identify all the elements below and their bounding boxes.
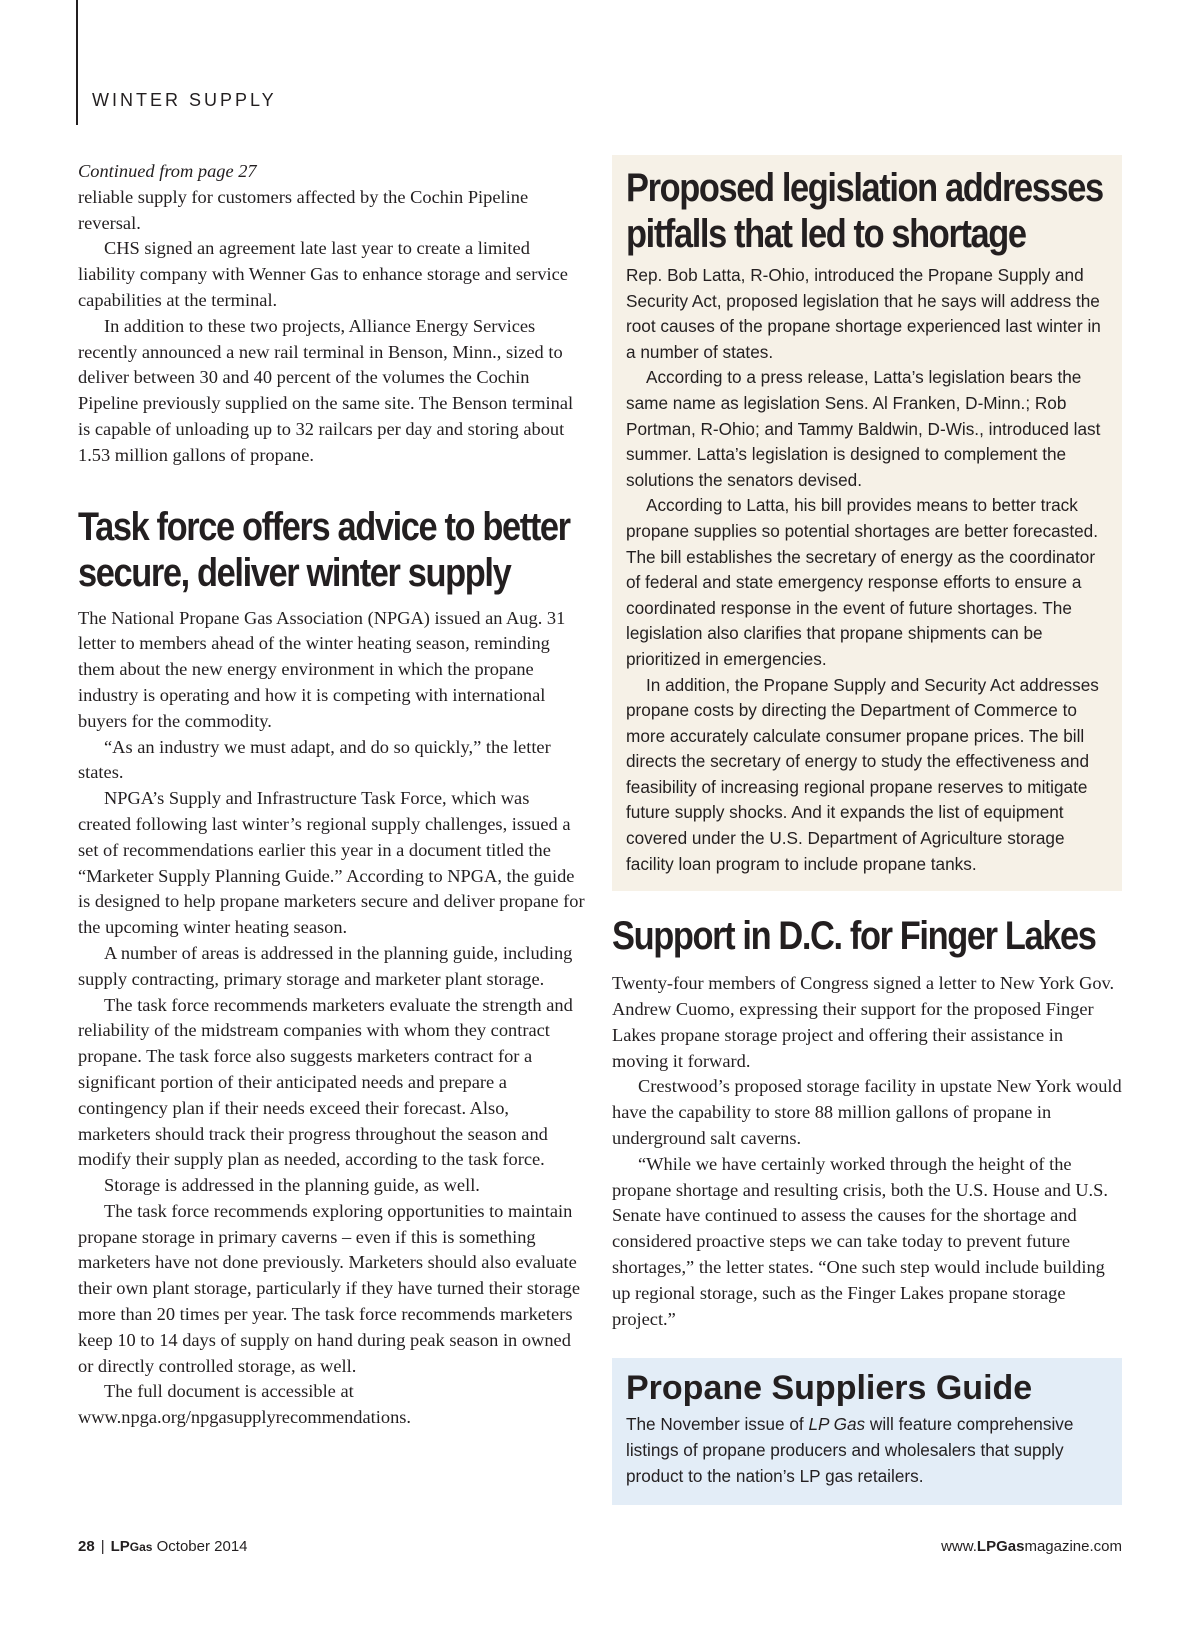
footer-separator: | xyxy=(100,1538,105,1555)
continued-note: Continued from page 27 xyxy=(78,161,257,181)
suppliers-guide-text xyxy=(626,1412,1108,1489)
paragraph: reliable supply for customers affected by the Cochin Pipeline reversal. xyxy=(78,186,529,233)
url-brand: LPGas xyxy=(976,1538,1025,1555)
task-force-headline: Task force offers advice to better secure, deliver winter supply xyxy=(78,504,570,595)
legislation-sidebar xyxy=(612,155,1122,891)
paragraph: Twenty-four members of Congress signed a letter to New York Gov. Andrew Cuomo, expressing their support for the proposed Finger Lakes propane storage project and offering their assistance in moving it forward. xyxy=(612,973,1115,1071)
task-force-article xyxy=(78,606,586,1432)
intro-text xyxy=(78,185,586,469)
section-label: WINTER SUPPLY xyxy=(92,90,277,110)
suppliers-guide-headline: Propane Suppliers Guide xyxy=(626,1369,1033,1408)
right-column xyxy=(612,155,1122,1505)
paragraph: According to Latta, his bill provides means to better track propane supplies so potential shortages are better forecasted. The bill establishes the secretary of energy as the coordinator of federal and state emergency response efforts to ensure a coordinated response in the event of future shortages. The legislation also clarifies that propane shipments can be prioritized in emergencies. xyxy=(626,495,1099,669)
paragraph: A number of areas is addressed in the planning guide, including supply contracting, primary storage and marketer plant storage. xyxy=(78,942,573,989)
paragraph: In addition to these two projects, Alliance Energy Services recently announced a new rail terminal in Benson, Minn., sized to deliver between 30 and 40 percent of the volumes the Cochin Pipeline previously supplied on the same site. The Benson terminal is capable of unloading up to 32 railcars per day and storing about 1.53 million gallons of propane. xyxy=(78,315,574,465)
paragraph: Storage is addressed in the planning guide, as well. xyxy=(104,1175,480,1196)
guide-text-before: The November issue of xyxy=(626,1414,809,1435)
footer-url xyxy=(941,1538,1122,1555)
paragraph: Crestwood’s proposed storage facility in upstate New York would have the capability to store 88 million gallons of propane in underground salt caverns. xyxy=(612,1076,1122,1149)
url-suffix: magazine.com xyxy=(1024,1538,1122,1555)
paragraph: The task force recommends marketers evaluate the strength and reliability of the midstream companies with whom they contract propane. The task force also suggests marketers contract for a significant portion of their anticipated needs and prepare a contingency plan if their needs exceed their forecast. Also, marketers should track their progress throughout the season and modify their supply plan as needed, according to the task force. xyxy=(78,994,573,1170)
issue-date: October 2014 xyxy=(156,1538,248,1555)
brand-gas: Gas xyxy=(129,1540,153,1554)
paragraph: CHS signed an agreement late last year to create a limited liability company with Wenner Gas to enhance storage and service capabilities at the terminal. xyxy=(78,238,568,310)
paragraph: The National Propane Gas Association (NPGA) issued an Aug. 31 letter to members ahead of the winter heating season, reminding them about the new energy environment in which the propane industry is operating and how it is competing with international buyers for the commodity. xyxy=(78,607,566,731)
url-prefix: www. xyxy=(941,1538,977,1555)
legislation-article xyxy=(626,263,1108,877)
footer-left xyxy=(78,1538,248,1555)
paragraph: “While we have certainly worked through the height of the propane shortage and resulting crisis, both the U.S. House and U.S. Senate have continued to assess the causes for the shortage and considered proactive steps we can take today to prevent future shortages,” the letter states. “One such step would include building up regional storage, such as the Finger Lakes propane storage project.” xyxy=(612,1153,1108,1329)
paragraph: In addition, the Propane Supply and Security Act addresses propane costs by directing the Department of Commerce to more accurately calculate consumer propane prices. The bill directs the secretary of energy to study the effectiveness and feasibility of increasing regional propane reserves to mitigate future supply shocks. And it expands the list of equipment covered under the U.S. Department of Agriculture storage facility loan program to include propane tanks. xyxy=(626,674,1099,874)
page-number: 28 xyxy=(78,1538,95,1555)
legislation-headline: Proposed legislation addresses pitfalls that led to shortage xyxy=(626,166,1103,256)
left-column xyxy=(78,159,586,1431)
brand-logo xyxy=(111,1538,153,1555)
paragraph: Rep. Bob Latta, R-Ohio, introduced the Propane Supply and Security Act, proposed legislation that he says will address the root causes of the propane shortage experienced last winter in a number of states. xyxy=(626,265,1101,362)
finger-lakes-headline: Support in D.C. for Finger Lakes xyxy=(612,914,1096,959)
paragraph: The full document is accessible at www.npga.org/npgasupplyrecommendations. xyxy=(78,1381,412,1428)
paragraph: “As an industry we must adapt, and do so quickly,” the letter states. xyxy=(78,736,551,783)
suppliers-guide-box xyxy=(612,1358,1122,1505)
paragraph: According to a press release, Latta’s legislation bears the same name as legislation Sens. Al Franken, D-Minn.; Rob Portman, R-Ohio; and Tammy Baldwin, D-Wis., introduced last summer. Latta’s legislation is designed to complement the solutions the senators devised. xyxy=(626,367,1101,490)
guide-text-after: will feature comprehensive listings of propane producers and wholesalers that supply product to the nation’s LP gas retailers. xyxy=(626,1414,1074,1486)
finger-lakes-article xyxy=(612,971,1122,1332)
paragraph: The task force recommends exploring opportunities to maintain propane storage in primary caverns – even if this is something marketers have not done previously. Marketers should also evaluate their own plant storage, particularly if they have turned their storage more than 20 times per year. The task force recommends marketers keep 10 to 14 days of supply on hand during peak season in owned or directly controlled storage, as well. xyxy=(78,1200,580,1376)
paragraph: NPGA’s Supply and Infrastructure Task Force, which was created following last winter’s regional supply challenges, issued a set of recommendations earlier this year in a document titled the “Marketer Supply Planning Guide.” According to NPGA, the guide is designed to help propane marketers secure and deliver propane for the upcoming winter heating season. xyxy=(78,788,585,938)
magazine-name: LP Gas xyxy=(808,1414,866,1435)
section-rule xyxy=(76,0,78,125)
brand-lp: LP xyxy=(110,1538,130,1555)
